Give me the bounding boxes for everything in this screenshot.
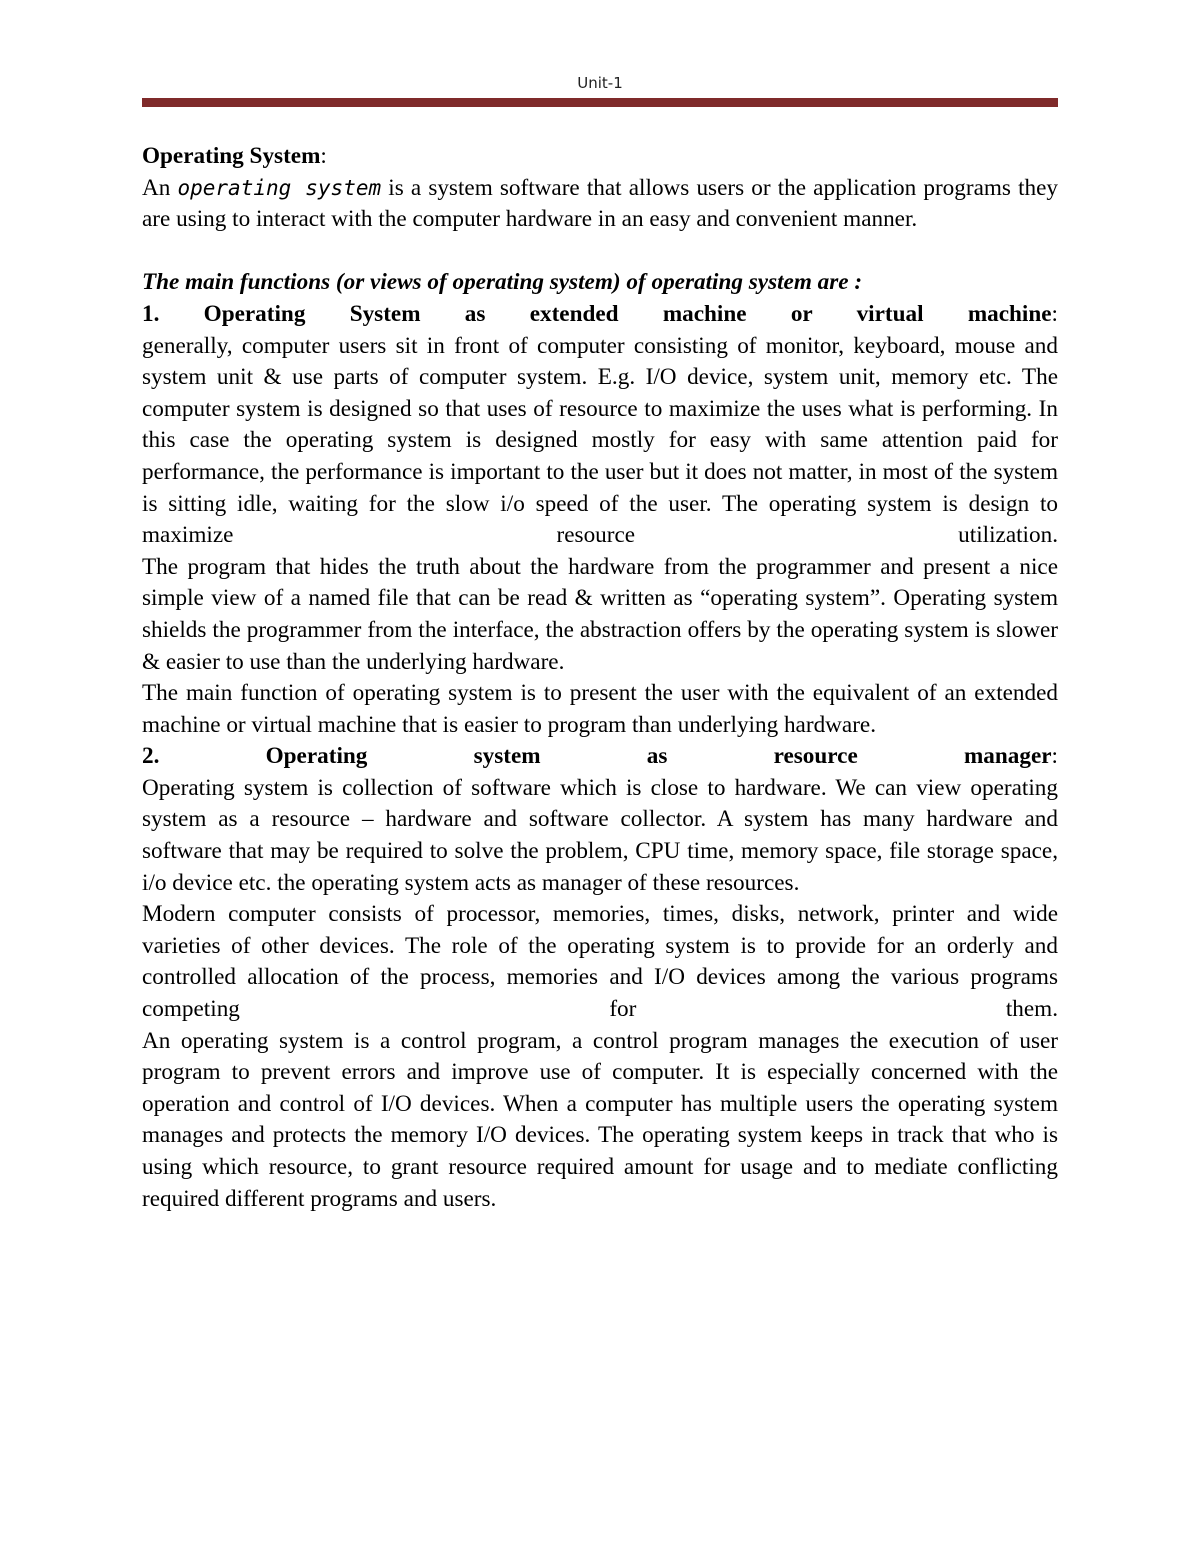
item1-heading — [142, 299, 1058, 331]
item1-heading-text: 1. Operating System as extended machine or virtual machine — [142, 300, 1052, 327]
header-divider — [142, 98, 1058, 107]
item2-heading — [142, 741, 1058, 773]
item2-paragraph-3: An operating system is a control program, a control program manages the execution of user program to prevent errors and improve use of computer. It is especially concerned with the operation and control of I/O devices. When a computer has multiple users the operating system manages and protects the memory I/O devices. The operating system keeps in track that who is using which resource, to grant resource required amount for usage and to mediate conflicting required different programs and users. — [142, 1027, 1058, 1212]
page-header-label: Unit-1 — [577, 74, 623, 92]
item2-paragraph-1: Operating system is collection of software which is close to hardware. We can view operating system as a resource – hardware and software collector. A system has many hardware and software that may be required to solve the problem, CPU time, memory space, file storage space, i/o device etc. the operating system acts as manager of these resources. — [142, 774, 1058, 896]
section-title-text: Operating System — [142, 143, 321, 169]
definition-paragraph — [142, 173, 1058, 236]
item2-paragraph-2: Modern computer consists of processor, memories, times, disks, network, printer and wide varieties of other devices. The role of the operating system is to provide for an orderly and controlled allocation of the process, memories and I/O devices among the various programs competing for them. — [142, 901, 1058, 1023]
functions-heading: The main functions (or views of operating system) of operating system are : — [142, 269, 863, 296]
section-title — [142, 141, 1058, 173]
item2-heading-text: 2. Operating system as resource manager — [142, 743, 1052, 770]
definition-term: operating system — [177, 175, 382, 200]
item1-paragraph-2: The program that hides the truth about the hardware from the programmer and present a nice simple view of a named file that can be read & written as “operating system”. Operating system shields the programmer from the interface, the abstraction offers by the operating system is slower & easier to use than the underlying hardware. — [142, 553, 1058, 675]
section-title-colon: : — [320, 143, 327, 169]
document-body — [142, 141, 1058, 1215]
item1-paragraph-3: The main function of operating system is to present the user with the equivalent of an extended machine or virtual machine that is easier to program than underlying hardware. — [142, 680, 1058, 738]
paragraph-gap — [142, 236, 1058, 268]
item1-paragraph-1: generally, computer users sit in front of computer consisting of monitor, keyboard, mouse and system unit & use parts of computer system. E.g. I/O device, system unit, memory etc. The computer system is designed so that uses of resource to maximize the uses what is performing. In this case the operating system is designed mostly for easy with same attention paid for performance, the performance is important to the user but it does not matter, in most of the system is sitting idle, waiting for the slow i/o speed of the user. The operating system is design to maximize resource utilization. — [142, 332, 1058, 549]
item1-heading-colon: : — [1051, 300, 1058, 327]
item2-heading-colon: : — [1051, 743, 1058, 770]
definition-prefix: An — [142, 174, 178, 201]
definition-rest: is a system software that allows users or the application programs they are using to interact with the computer hardware in an easy and convenient manner. — [142, 174, 1058, 233]
